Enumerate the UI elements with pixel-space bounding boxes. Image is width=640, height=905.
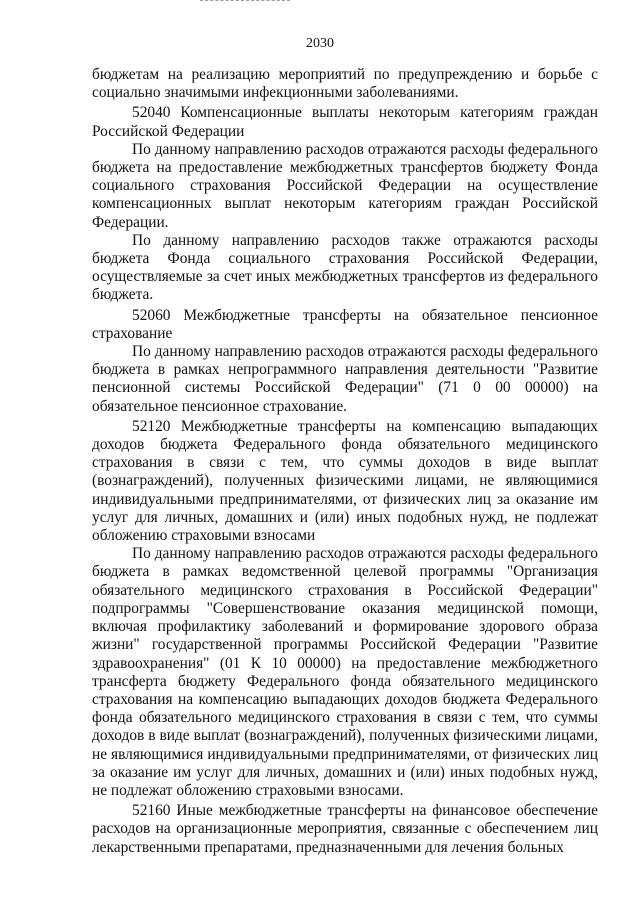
paragraph: По данному направлению расходов также отражаются расходы бюджета Фонда социального страхования Российской Федерации, осуществляемые за счет иных межбюджетных трансфертов из федерального бюджета. bbox=[92, 231, 598, 304]
scan-artifact-line bbox=[200, 0, 290, 2]
paragraph: По данному направлению расходов отражаются расходы федерального бюджета в рамках ведомственной целевой программы "Организация обязательного медицинского страхования в Российской Федерации" подпрограммы "Совершенствование оказания медицинской помощи, включая профилактику заболеваний и формирование здорового образа жизни" государственной программы Российской Федерации "Развитие здравоохранения" (01 К 10 00000) на предоставление межбюджетного трансферта бюджету Федерального фонда обязательного медицинского страхования на компенсацию выпадающих доходов бюджета Федерального фонда обязательного медицинского страхования в связи с тем, что суммы доходов в виде выплат (вознаграждений), полученных физическими лицами, не являющимися индивидуальными предпринимателями, от физических лиц за оказание им услуг для личных, домашних и (или) иных подобных нужд, не подлежат обложению страховыми взносами. bbox=[92, 545, 598, 799]
section-heading-52160: 52160 Иные межбюджетные трансферты на финансовое обеспечение расходов на организационные мероприятия, связанные с обеспечением лиц лекарственными препаратами, предназначенными для лечения больных bbox=[92, 802, 598, 856]
section-heading-52040: 52040 Компенсационные выплаты некоторым категориям граждан Российской Федерации bbox=[92, 104, 598, 140]
paragraph: По данному направлению расходов отражаются расходы федерального бюджета на предоставление межбюджетных трансфертов бюджету Фонда социального страхования Российской Федерации на осуществление компенсационных выплат некоторым категориям граждан Российской Федерации. bbox=[92, 140, 598, 231]
page-number: 2030 bbox=[306, 36, 334, 51]
section-heading-52120: 52120 Межбюджетные трансферты на компенсацию выпадающих доходов бюджета Федерального фонда обязательного медицинского страхования в связи с тем, что суммы доходов в виде выплат (вознаграждений), полученных физическими лицами, не являющимися индивидуальными предпринимателями, от физических лиц за оказание им услуг для личных, домашних и (или) иных подобных нужд, не подлежат обложению страховыми взносами bbox=[92, 417, 598, 545]
paragraph-continuation: бюджетам на реализацию мероприятий по предупреждению и борьбе с социально значимыми инфекционными заболеваниями. bbox=[92, 66, 598, 102]
paragraph: По данному направлению расходов отражаются расходы федерального бюджета в рамках непрограммного направления деятельности "Развитие пенсионной системы Российской Федерации" (71 0 00 00000) на обязательное пенсионное страхование. bbox=[92, 343, 598, 415]
section-heading-52060: 52060 Межбюджетные трансферты на обязательное пенсионное страхование bbox=[92, 306, 598, 342]
document-body bbox=[92, 66, 598, 857]
